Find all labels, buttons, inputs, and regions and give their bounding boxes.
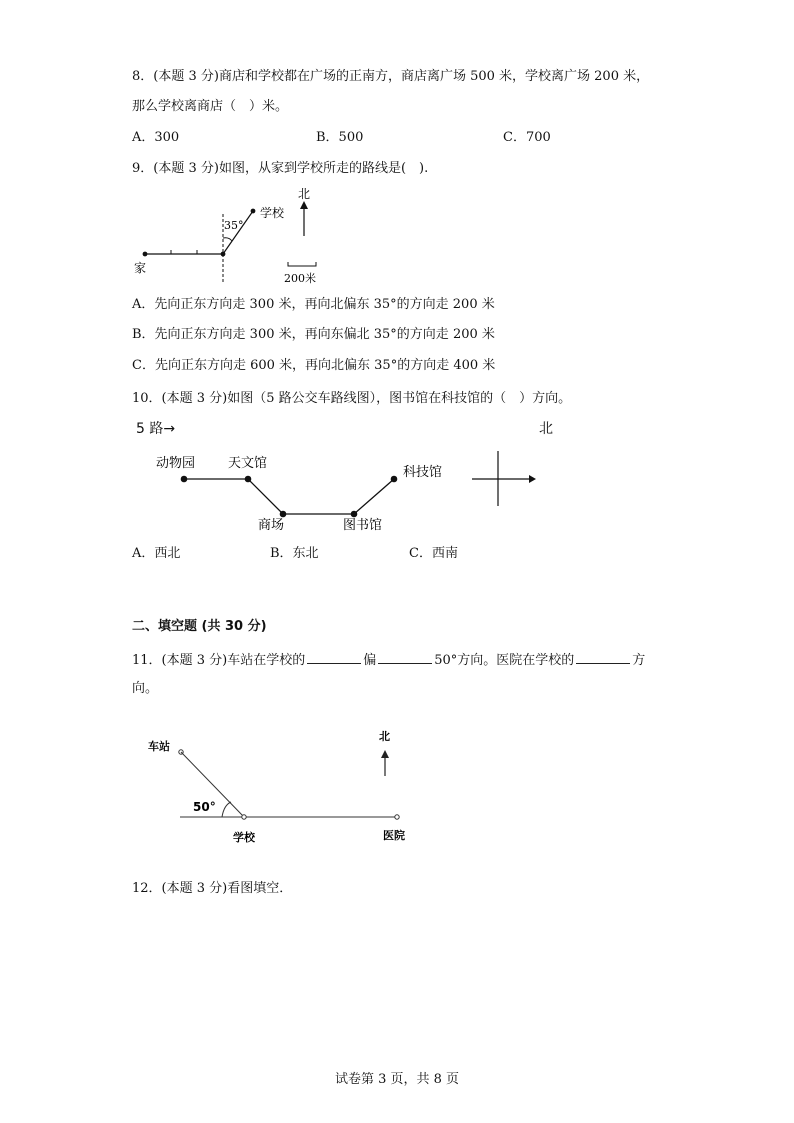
q11-text-d: 方: [632, 653, 646, 668]
q10-library-label: 图书馆: [343, 518, 383, 533]
q11-blank-3: [576, 650, 630, 664]
q9-figure: [128, 182, 348, 288]
q11-text-a: 11．(本题 3 分)车站在学校的: [132, 653, 306, 668]
q9-angle-label: 35°: [224, 219, 244, 232]
q9-school-label: 学校: [260, 206, 285, 220]
q11-line2: 向。: [132, 681, 159, 696]
q8-option-c: C．700: [503, 130, 551, 145]
q10-figure: [150, 448, 550, 538]
q11-north-label: 北: [379, 730, 390, 743]
q10-compass-arrowhead: [529, 475, 536, 483]
q11-text-b: 偏: [363, 653, 377, 668]
q9-angle-arc: [223, 238, 232, 241]
q9-north-arrowhead: [300, 201, 308, 209]
q9-north-label: 北: [298, 187, 311, 201]
q11-station-label: 车站: [148, 740, 170, 753]
q9-route-ne: [223, 211, 253, 254]
section2-title: 二、填空题 (共 30 分): [132, 619, 267, 634]
q11-school-label: 学校: [233, 831, 255, 844]
q11-line1: [132, 650, 645, 670]
q11-blank-2: [378, 650, 432, 664]
q10-zoo-label: 动物园: [156, 456, 196, 471]
q10-mall-dot: [280, 511, 287, 518]
q10-mall-label: 商场: [258, 518, 285, 533]
q10-observatory-dot: [245, 476, 252, 483]
q9-home-dot: [143, 252, 148, 257]
q10-option-c: C．西南: [409, 546, 458, 561]
q11-angle-arc: [222, 802, 231, 817]
q9-scale-label: 200米: [284, 272, 316, 285]
q10-route-line: [184, 479, 394, 514]
q11-school-dot: [242, 815, 246, 819]
q10-observatory-label: 天文馆: [228, 456, 268, 471]
q10-sciencemuseum-dot: [391, 476, 398, 483]
q11-north-arrowhead: [381, 750, 389, 758]
page-footer: 试卷第 3 页，共 8 页: [334, 1072, 460, 1087]
q11-text-c: 50°方向。医院在学校的: [434, 653, 575, 668]
q8-line1: 8．(本题 3 分)商店和学校都在广场的正南方，商店离广场 500 米，学校离广场 200 米，: [132, 69, 650, 84]
q9-option-b: B．先向正东方向走 300 米，再向东偏北 35°的方向走 200 米: [132, 327, 495, 342]
q9-option-a: A．先向正东方向走 300 米，再向北偏东 35°的方向走 200 米: [132, 297, 495, 312]
q9-stem: 9．(本题 3 分)如图，从家到学校所走的路线是( ).: [132, 161, 429, 176]
q10-library-dot: [351, 511, 358, 518]
q10-stem: 10．(本题 3 分)如图（5 路公交车路线图），图书馆在科技馆的（ ）方向。: [132, 391, 572, 406]
q11-figure: [140, 724, 430, 848]
q8-line2: 那么学校离商店（ ）米。: [132, 99, 289, 114]
q10-option-b: B．东北: [270, 546, 319, 561]
q9-option-c: C．先向正东方向走 600 米，再向北偏东 35°的方向走 400 米: [132, 358, 496, 373]
q10-option-a: A．西北: [132, 546, 181, 561]
q9-home-label: 家: [134, 261, 147, 275]
q10-sciencemuseum-label: 科技馆: [403, 465, 443, 480]
q11-angle-label: 50°: [193, 800, 216, 814]
q11-hospital-dot: [395, 815, 399, 819]
q8-option-b: B．500: [316, 130, 364, 145]
q11-hospital-label: 医院: [383, 829, 405, 842]
q11-blank-1: [307, 650, 361, 664]
q10-route-label: 5 路→: [136, 421, 176, 437]
q10-north-label: 北: [539, 421, 553, 437]
q9-school-dot: [251, 209, 256, 214]
q8-option-a: A．300: [132, 130, 180, 145]
q9-scale-bar: [288, 262, 316, 266]
q10-zoo-dot: [181, 476, 188, 483]
q12-stem: 12．(本题 3 分)看图填空．: [132, 881, 293, 896]
